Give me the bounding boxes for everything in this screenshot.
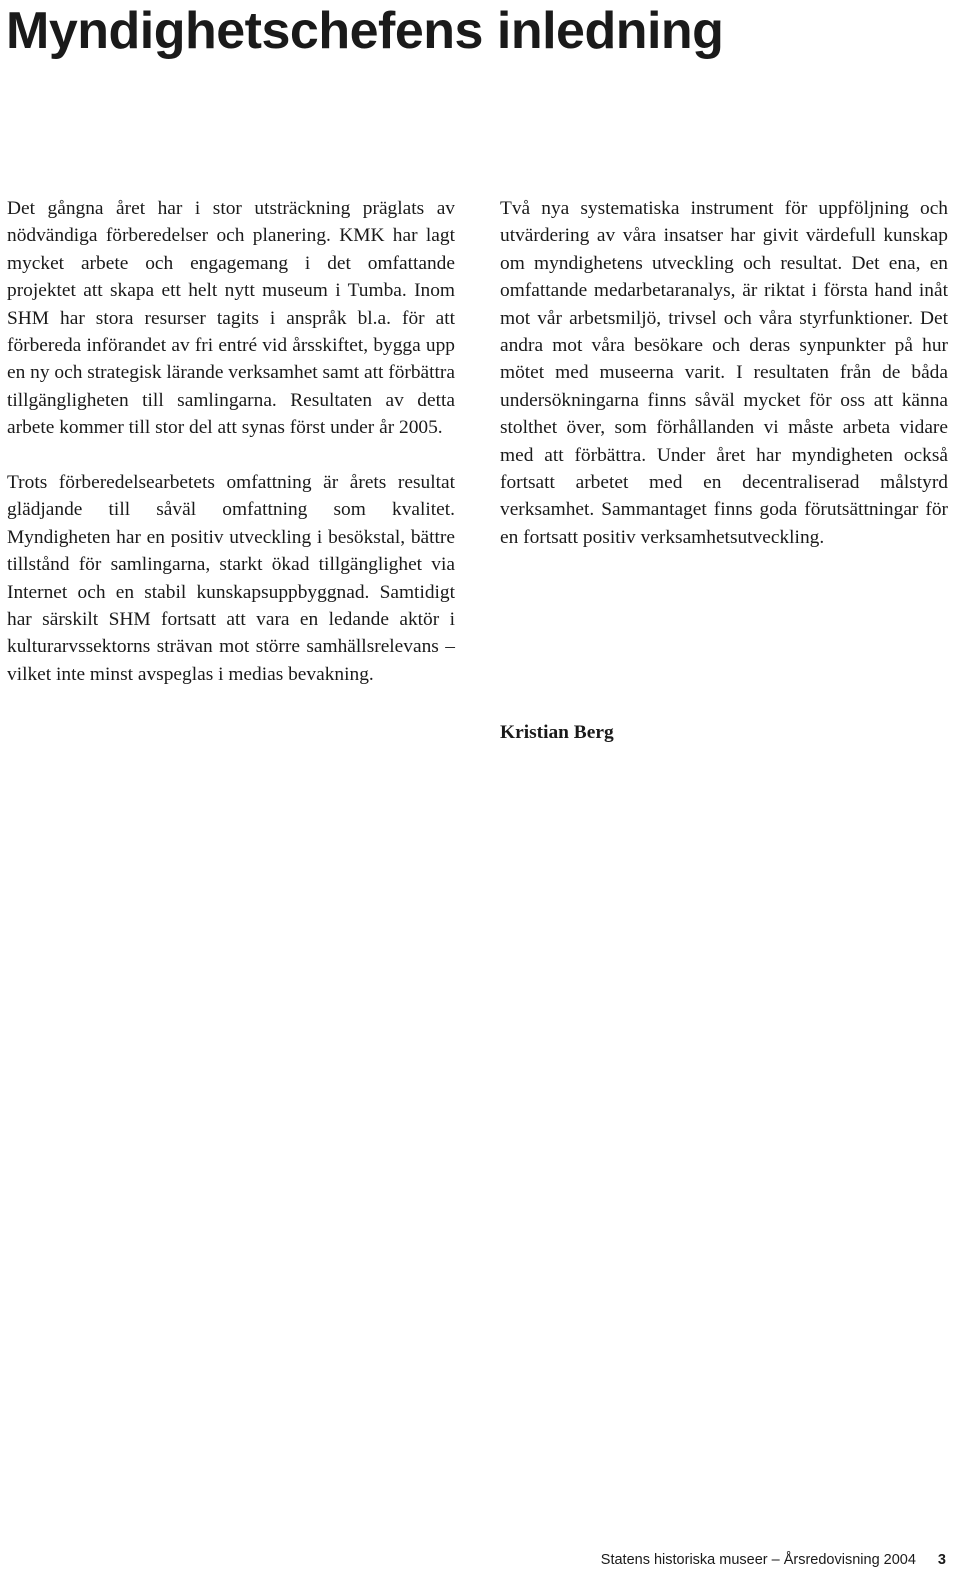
page-footer <box>540 1550 946 1570</box>
footer-publication: Statens historiska museer – Årsredovisning 2004 <box>600 1552 916 1568</box>
left-paragraph-2: Trots förberedelsearbetets omfattning är årets resultat glädjande till såväl omfattning som kvalitet. Myndigheten har en positiv utveckling i besökstal, bättre tillstånd för samlingarna, starkt ökad tillgänglighet via Internet och en stabil kunskapsuppbyggnad. Samtidigt har särskilt SHM fortsatt att vara en ledande aktör i kulturarvssektorns strävan mot större samhällsrelevans – vilket inte minst avspeglas i medias bevakning. <box>7 472 455 685</box>
page-title: Myndighetschefens inledning <box>6 2 724 60</box>
right-paragraph-1: Två nya systematiska instrument för uppföljning och utvärdering av våra insatser har givit värdefull kunskap om myndighetens utveckling och resultat. Det ena, en omfattande medarbetaranalys, är riktat i första hand inåt mot vår arbetsmiljö, trivsel och våra styrfunktioner. Det andra mot våra besökare och deras synpunkter på hur mötet med museerna varit. I resultaten från de båda undersökningarna finns såväl mycket för oss att känna stolthet över, som förhållanden vi måste arbeta vidare med att förbättra. Under året har myndigheten också fortsatt arbetet med en decentraliserad målstyrd verksamhet. Sammantaget finns goda förutsättningar för en fortsatt positiv verksamhetsutveckling. <box>500 198 948 548</box>
left-paragraph-1: Det gångna året har i stor utsträckning präglats av nödvändiga förberedelser och planering. KMK har lagt mycket arbete och engagemang i det omfattande projektet att skapa ett helt nytt museum i Tumba. Inom SHM har stora resurser tagits i anspråk bl.a. för att förbereda införandet av fri entré vid årsskiftet, bygga upp en ny och strategisk lärande verksamhet samt att förbättra tillgängligheten till samlingarna. Resultaten av detta arbete kommer till stor del att synas först under år 2005. <box>7 198 455 439</box>
left-column <box>7 195 455 716</box>
signature: Kristian Berg <box>500 722 614 743</box>
right-column <box>500 195 948 579</box>
page-number: 3 <box>937 1552 946 1568</box>
